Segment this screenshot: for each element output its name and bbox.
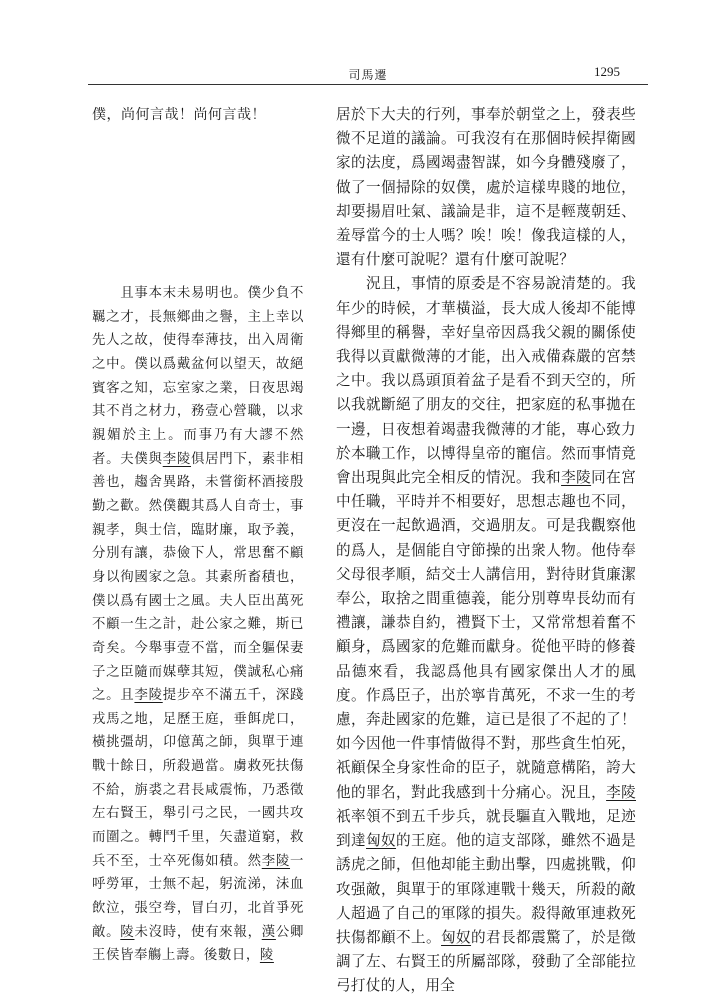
header-rule (88, 84, 648, 85)
running-head (88, 64, 648, 84)
proper-noun-underlined: 李陵 (134, 688, 163, 704)
text-run: 同在宮中任職，平時并不相要好，思想志趣也不同，更沒在一起飲過酒，交過朋友。可是我觀察他的爲人，是個能自守節操的出衆人物。他侍奉父母很孝順，結交士人講信用，對待財貨廉潔奉公，取捨之間重德義，能分別尊卑長幼而有禮讓，謙恭自約，禮賢下士，又常常想着奮不顧身，爲國家的危難而獻身。從他平時的修養品德來看，我認爲他具有國家傑出人才的風度。作爲臣子，出於寧肯萬死，不求一生的考慮，奔赴國家的危難，這已是很了不起的了！如今因他一件事情做得不對，那些貪生怕死，祇顧保全身家性命的臣子，就隨意構陷，誇大他的罪名，對此我感到十分痛心。況且， (336, 469, 636, 801)
text-run: 且事本末未易明也。僕少負不羈之才，長無鄉曲之譽，主上幸以先人之故，使得奉薄技，出入周衛之中。僕以爲戴盆何以望天，故絕賓客之知，忘室家之業，日夜思竭其不肖之材力，務壹心營職，以求親媚於主上。而事乃有大謬不然者。夫僕與 (92, 286, 304, 467)
proper-noun-underlined: 漢 (261, 924, 276, 940)
text-run: 居於下大夫的行列，事奉於朝堂之上，發表些微不足道的議論。可我沒有在那個時候捍衛國家的法度，爲國竭盡智謀，如今身體殘廢了，做了一個掃除的奴僕，處於這樣卑賤的地位，却要揚眉吐氣、議論是非，這不是輕蔑朝廷、羞辱當今的士人嗎？唉！唉！像我這樣的人，還有什麼可說呢？還有什麼可說呢？ (336, 106, 636, 269)
right-column (336, 103, 636, 999)
proper-noun-underlined: 匈奴 (366, 832, 397, 850)
running-head-title: 司馬遷 (348, 68, 388, 82)
proper-noun-underlined: 李陵 (162, 451, 192, 467)
proper-noun-underlined: 李陵 (261, 853, 291, 869)
text-run: 未沒時，使有來報， (134, 924, 262, 940)
page-number: 1295 (594, 64, 620, 79)
proper-noun-underlined: 陵 (259, 948, 274, 964)
proper-noun-underlined: 李陵 (606, 783, 636, 801)
text-run: 祇率領不到五千步兵，就長驅直入戰地，足迹到達 (336, 807, 636, 850)
text-run: 的王庭。他的這支部隊，雖然不過是誘虎之師，但他却能主動出擊，四處挑戰，仰攻强敵，與單于的軍隊連戰十幾天，所殺的敵人超過了自己的軍隊的損失。殺得敵軍連救死扶傷都顧不上。 (336, 832, 636, 946)
proper-noun-underlined: 匈奴 (441, 928, 472, 946)
text-run: 況且，事情的原委是不容易說清楚的。我年少的時候，才華橫溢，長大成人後却不能博得鄉里的稱譽，幸好皇帝因爲我父親的關係使我得以貢獻微薄的才能，出入戒備森嚴的宮禁之中。我以爲頭頂着盆子是看不到天空的，所以我就斷絕了朋友的交往，把家庭的私事拋在一邊，日夜想着竭盡我微薄的才能，專心致力於本職工作，以博得皇帝的寵信。然而事情竟會出現與此完全相反的情況。我和 (336, 275, 636, 487)
text-run: 俱居門下，素非相善也，趨舍異路，未嘗銜杯酒接殷勤之歡。然僕觀其爲人自奇士，事親孝，與士信，臨財廉，取予義，分別有讓，恭儉下人，常思奮不顧身以徇國家之急。其素所畜積也，僕以爲有國士之風。夫人臣出萬死不顧一生之計，赴公家之難，斯已奇矣。今舉事壹不當，而全軀保妻子之臣隨而媒孽其短，僕誠私心痛之。且 (92, 451, 305, 704)
classical-closing-line: 僕，尚何言哉！尚何言哉！ (92, 107, 266, 123)
left-column (92, 103, 310, 127)
proper-noun-underlined: 陵 (120, 924, 135, 940)
text-run: 提步卒不滿五千，深踐戎馬之地，足歷王庭，垂餌虎口，橫挑彊胡，卬億萬之師，與單于連戰十餘日，所殺過當。虜救死扶傷不給，旃裘之君長咸震怖，乃悉徵左右賢王，舉引弓之民，一國共攻而圍之。轉鬥千里，矢盡道窮，救兵不至，士卒死傷如積。然 (92, 688, 305, 869)
translation-paragraph-2 (336, 272, 636, 998)
text-run: 的君長都震驚了，於是徵調了左、右賢王的所屬部隊，發動了全部能拉弓打仗的人，用全 (336, 928, 636, 995)
text-run: 公卿王侯皆奉觴上壽。後數日， (92, 924, 305, 964)
text-run: 一呼勞軍，士無不起，躬流涕，沬血飲泣，張空弮，冒白刃，北首爭死敵。 (92, 853, 305, 940)
translation-paragraph-1 (336, 103, 636, 272)
classical-text (92, 282, 304, 968)
proper-noun-underlined: 李陵 (561, 469, 592, 487)
